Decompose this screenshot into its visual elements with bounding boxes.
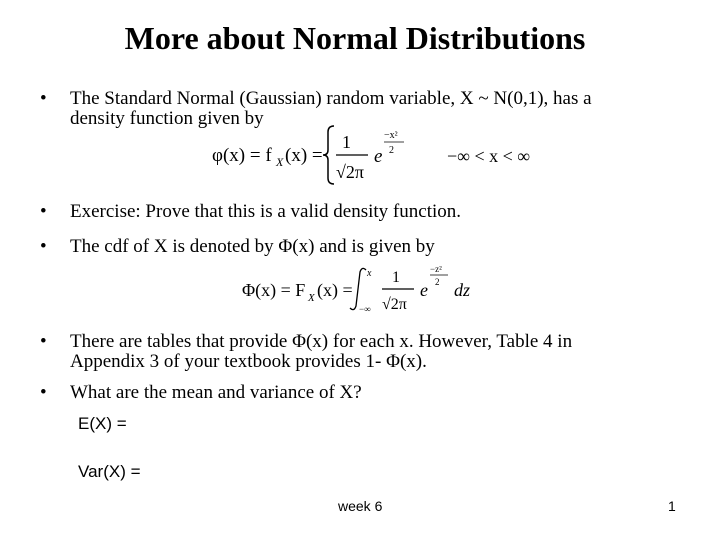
bullet-text-line2: Appendix 3 of your textbook provides 1- Φ(x). xyxy=(70,351,427,372)
cdf-arg: (x) = xyxy=(317,280,353,300)
cdf-dz: dz xyxy=(454,280,471,300)
cdf-exp-num: −z² xyxy=(430,264,442,274)
density-lhs: φ(x) = f xyxy=(212,145,272,166)
density-arg: (x) = xyxy=(285,145,323,166)
cdf-lower: −∞ xyxy=(359,304,371,314)
bullet-text-line1: There are tables that provide Φ(x) for each x. However, Table 4 in xyxy=(70,331,573,352)
mean-answer: E(X) = xyxy=(78,414,127,433)
bullet-dot: • xyxy=(40,331,47,352)
variance-answer: Var(X) = xyxy=(78,462,141,481)
cdf-lhs: Φ(x) = F xyxy=(242,280,306,300)
bullet-dot: • xyxy=(40,236,47,257)
page-number: 1 xyxy=(668,498,676,514)
bullet-text: What are the mean and variance of X? xyxy=(70,382,362,403)
cdf-num: 1 xyxy=(392,269,400,286)
cdf-equation xyxy=(242,262,482,316)
bullet-text: Exercise: Prove that this is a valid density function. xyxy=(70,201,462,222)
cdf-upper: x xyxy=(367,268,372,279)
bullet-text-line1: The Standard Normal (Gaussian) random variable, X ~ N(0,1), has a xyxy=(70,88,592,109)
cdf-base: e xyxy=(420,280,428,300)
density-num: 1 xyxy=(342,132,351,152)
left-brace xyxy=(323,126,334,184)
density-exp-num: −x² xyxy=(384,130,398,141)
density-sub: X xyxy=(276,155,284,169)
cdf-exp-den: 2 xyxy=(435,277,440,287)
bullet-text: The cdf of X is denoted by Φ(x) and is given by xyxy=(70,236,435,257)
bullet-dot: • xyxy=(40,88,47,109)
density-base: e xyxy=(374,146,383,167)
density-den: √2π xyxy=(336,162,364,182)
bullet-dot: • xyxy=(40,382,47,403)
density-exp-den: 2 xyxy=(389,145,394,156)
slide-title: More about Normal Distributions xyxy=(124,20,586,56)
density-equation xyxy=(212,120,542,190)
density-range: −∞ < x < ∞ xyxy=(447,146,531,166)
footer-week: week 6 xyxy=(338,498,383,514)
bullet-dot: • xyxy=(40,201,47,222)
cdf-den: √2π xyxy=(382,296,407,313)
bullet-text-line2: density function given by xyxy=(70,108,264,129)
cdf-sub: X xyxy=(308,292,315,304)
